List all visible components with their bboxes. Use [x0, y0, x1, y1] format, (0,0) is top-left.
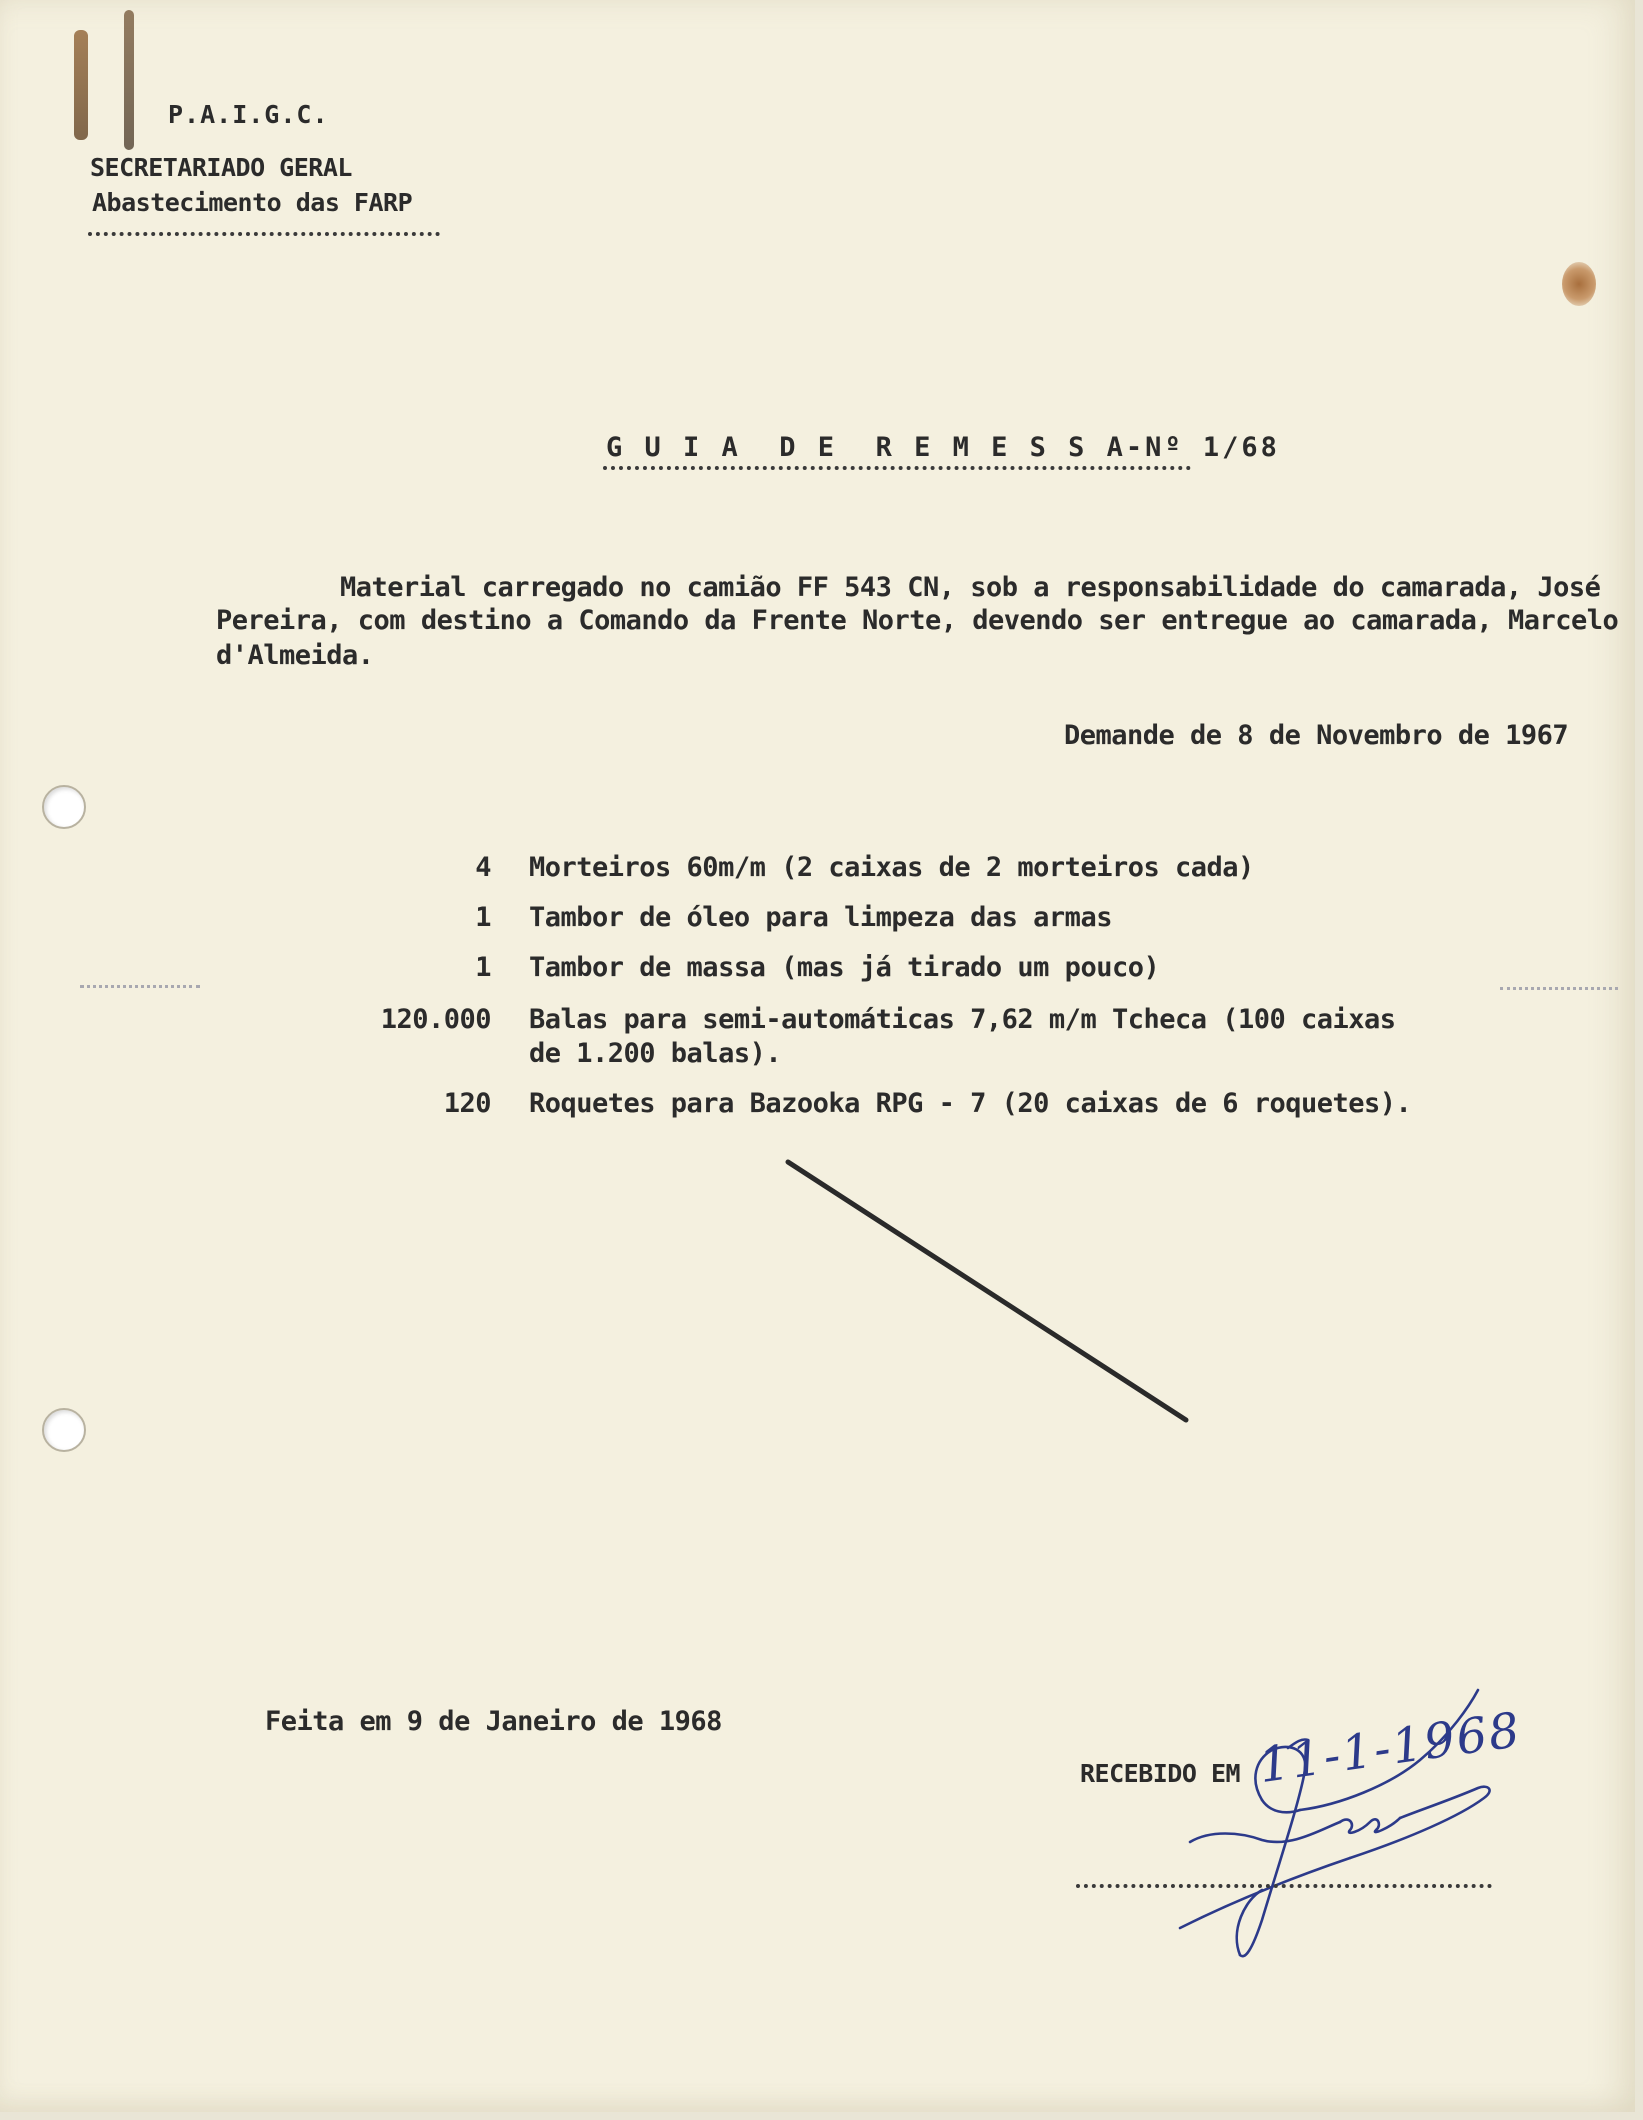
received-label: RECEBIDO EM	[1080, 1759, 1241, 1788]
intro-line: Pereira, com destino a Comando da Frente Norte, devendo ser entregue ao camarada, Marcelo	[216, 605, 1619, 636]
signature-line	[1076, 1884, 1492, 1888]
item-qty: 4	[475, 852, 491, 883]
intro-line: d'Almeida.	[216, 640, 374, 671]
item-qty: 1	[475, 952, 491, 983]
item-desc: de 1.200 balas).	[529, 1038, 782, 1069]
item-desc: Roquetes para Bazooka RPG - 7 (20 caixas de 6 roquetes).	[529, 1088, 1412, 1119]
item-qty: 1	[475, 902, 491, 933]
made-date: Feita em 9 de Janeiro de 1968	[265, 1706, 722, 1737]
document-title: G U I A D E R E M E S S A-Nº 1/68	[606, 432, 1280, 463]
item-qty: 120	[443, 1088, 491, 1119]
demand-date: Demande de 8 de Novembro de 1967	[1064, 720, 1569, 751]
sub-department: Abastecimento das FARP	[92, 188, 413, 217]
item-desc: Tambor de massa (mas já tirado um pouco)	[529, 952, 1160, 983]
org-name: P.A.I.G.C.	[168, 100, 329, 129]
department: SECRETARIADO GERAL	[90, 153, 352, 182]
item-desc: Morteiros 60m/m (2 caixas de 2 morteiros cada)	[529, 852, 1254, 883]
item-desc: Balas para semi-automáticas 7,62 m/m Tcheca (100 caixas	[529, 1004, 1396, 1035]
item-desc: Tambor de óleo para limpeza das armas	[529, 902, 1112, 933]
item-qty: 120.000	[380, 1004, 491, 1035]
intro-line: Material carregado no camião FF 543 CN, sob a responsabilidade do camarada, José	[340, 572, 1601, 603]
diagonal-cancel-line	[788, 1162, 1186, 1420]
received-date-handwritten: 11-1-1968	[1255, 1701, 1525, 1795]
